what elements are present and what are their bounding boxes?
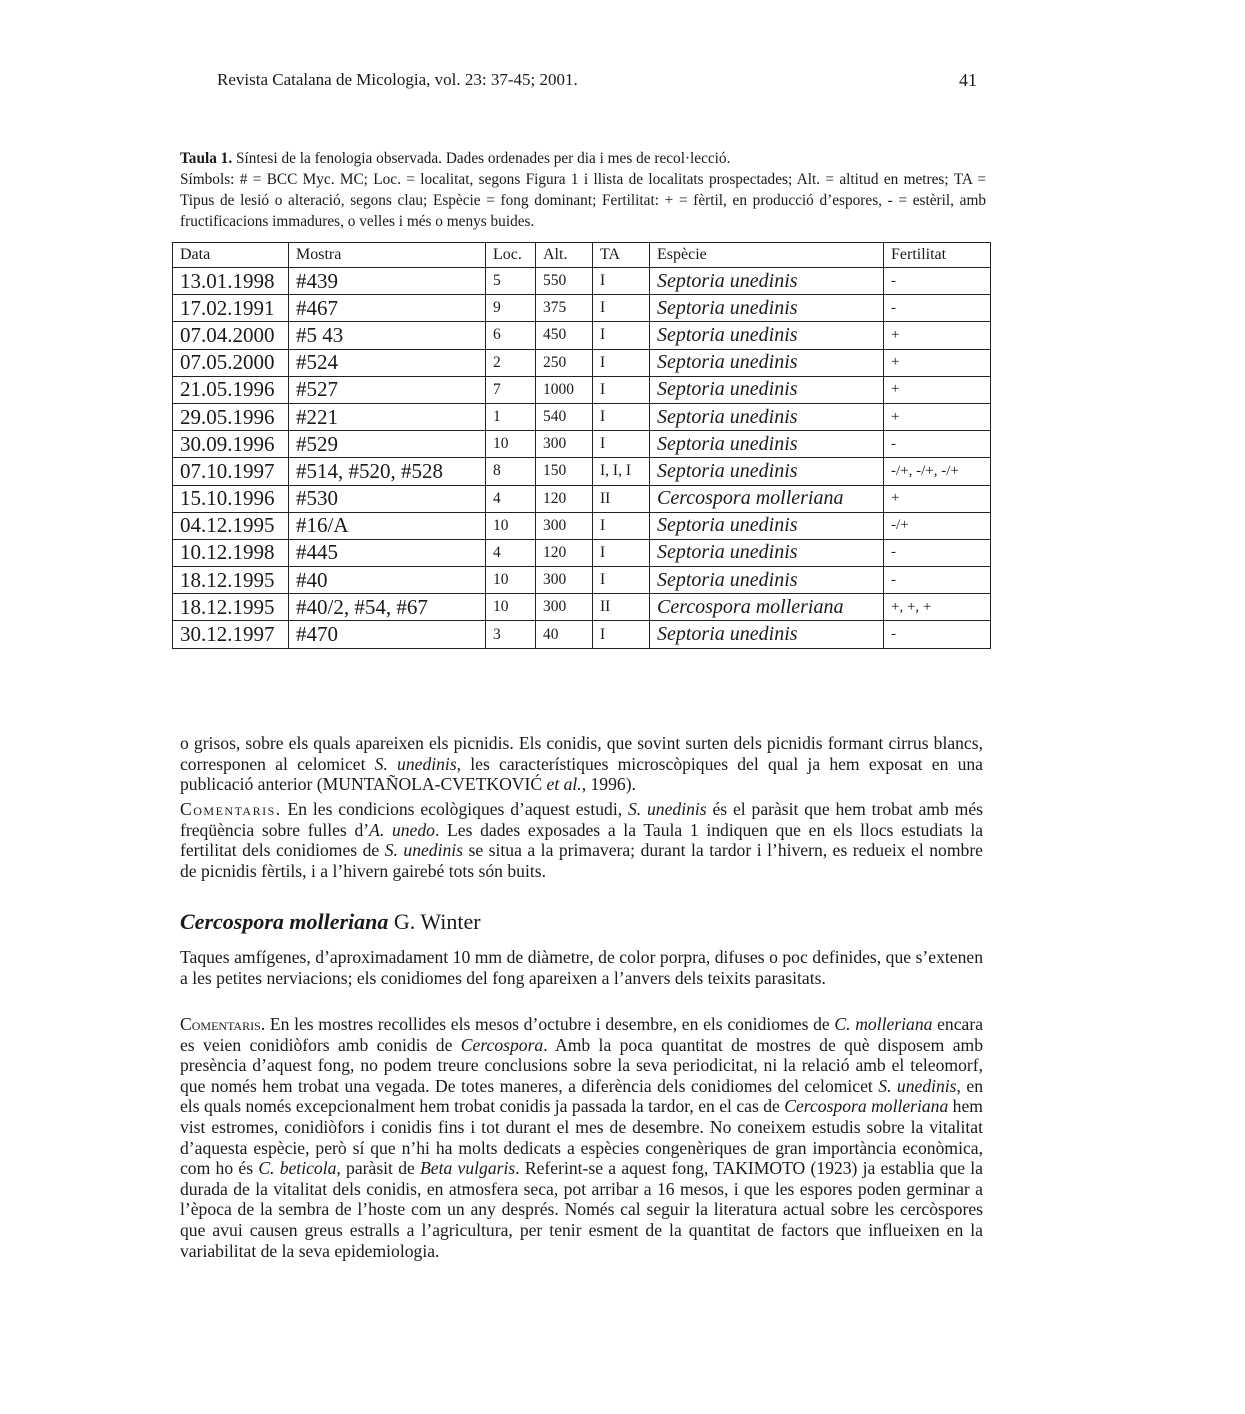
caption-title	[180, 148, 986, 169]
table-row	[173, 458, 991, 485]
cell-species: Septoria unedinis	[650, 539, 884, 566]
table-row	[173, 403, 991, 430]
cell-loc: 10	[486, 567, 536, 594]
cell-date: 17.02.1991	[173, 295, 289, 322]
cell-fertility: -/+, -/+, -/+	[884, 458, 991, 485]
table-row	[173, 539, 991, 566]
cell-mostra: #527	[289, 376, 486, 403]
section-heading	[180, 909, 481, 935]
cell-date: 18.12.1995	[173, 594, 289, 621]
comments-label: Comentaris.	[180, 799, 282, 819]
cell-fertility: +	[884, 485, 991, 512]
cell-ta: I	[593, 539, 650, 566]
cell-ta: I	[593, 403, 650, 430]
header-loc: Loc.	[486, 243, 536, 268]
table-row	[173, 322, 991, 349]
cell-alt: 120	[536, 539, 593, 566]
cell-mostra: #5 43	[289, 322, 486, 349]
cell-loc: 9	[486, 295, 536, 322]
comments-label-2: Comentaris.	[180, 1014, 266, 1034]
cell-date: 29.05.1996	[173, 403, 289, 430]
cell-mostra: #40/2, #54, #67	[289, 594, 486, 621]
cell-fertility: -/+	[884, 512, 991, 539]
cell-fertility: -	[884, 567, 991, 594]
cell-species: Septoria unedinis	[650, 268, 884, 295]
cell-ta: I, I, I	[593, 458, 650, 485]
cell-species: Septoria unedinis	[650, 431, 884, 458]
table-row	[173, 349, 991, 376]
table-row	[173, 621, 991, 648]
section-species: Cercospora molleriana	[180, 909, 389, 934]
cell-species: Septoria unedinis	[650, 295, 884, 322]
cell-mostra: #445	[289, 539, 486, 566]
cell-fertility: -	[884, 295, 991, 322]
cell-ta: I	[593, 322, 650, 349]
caption-label: Taula 1.	[180, 150, 233, 167]
cell-mostra: #524	[289, 349, 486, 376]
cell-alt: 150	[536, 458, 593, 485]
paragraph-comments-septoria: Comentaris. En les condicions ecològiques d’aquest estudi, S. unedinis és el paràsit que hem trobat amb més freqüència sobre fulles d’A. unedo. Les dades exposades a la Taula 1 indiquen que en els llocs estudiats la fertilitat dels conidiomes de S. unedinis se situa a la primavera; durant la tardor i l’hivern, es redueix el nombre de picnidis fèrtils, i a l’hivern gairebé tots són buits.	[180, 799, 984, 881]
cell-date: 21.05.1996	[173, 376, 289, 403]
cell-date: 30.12.1997	[173, 621, 289, 648]
cell-species: Septoria unedinis	[650, 567, 884, 594]
cell-fertility: +	[884, 322, 991, 349]
cell-ta: I	[593, 621, 650, 648]
cell-date: 04.12.1995	[173, 512, 289, 539]
cell-date: 18.12.1995	[173, 567, 289, 594]
table-body	[173, 268, 991, 649]
cell-ta: I	[593, 349, 650, 376]
cell-alt: 450	[536, 322, 593, 349]
cell-date: 15.10.1996	[173, 485, 289, 512]
table-row	[173, 594, 991, 621]
table-row	[173, 376, 991, 403]
cell-alt: 300	[536, 512, 593, 539]
cell-loc: 4	[486, 485, 536, 512]
table-row	[173, 512, 991, 539]
cell-alt: 1000	[536, 376, 593, 403]
cell-alt: 250	[536, 349, 593, 376]
cell-fertility: -	[884, 431, 991, 458]
cell-date: 13.01.1998	[173, 268, 289, 295]
cell-species: Cercospora molleriana	[650, 594, 884, 621]
cell-species: Septoria unedinis	[650, 349, 884, 376]
cell-fertility: -	[884, 539, 991, 566]
cell-fertility: +	[884, 349, 991, 376]
phenology-table	[172, 242, 991, 649]
cell-loc: 6	[486, 322, 536, 349]
cell-loc: 10	[486, 512, 536, 539]
cell-alt: 300	[536, 431, 593, 458]
paragraph-continuation: o grisos, sobre els quals apareixen els picnidis. Els conidis, que sovint surten dels picnidis formant cirrus blancs, corresponen al celomicet S. unedinis, les característiques microscòpiques del qual ja hem exposat en una publicació anterior (MUNTAÑOLA-CVETKOVIĆ et al., 1996).	[180, 733, 983, 795]
cell-mostra: #530	[289, 485, 486, 512]
cell-date: 30.09.1996	[173, 431, 289, 458]
header-mostra: Mostra	[289, 243, 486, 268]
cell-ta: I	[593, 431, 650, 458]
cell-mostra: #470	[289, 621, 486, 648]
cell-ta: I	[593, 376, 650, 403]
cell-loc: 1	[486, 403, 536, 430]
table-row	[173, 268, 991, 295]
cell-ta: I	[593, 512, 650, 539]
cell-alt: 550	[536, 268, 593, 295]
cell-alt: 375	[536, 295, 593, 322]
header-fertility: Fertilitat	[884, 243, 991, 268]
cell-fertility: +, +, +	[884, 594, 991, 621]
cell-loc: 5	[486, 268, 536, 295]
cell-loc: 10	[486, 431, 536, 458]
header-species: Espècie	[650, 243, 884, 268]
cell-alt: 540	[536, 403, 593, 430]
table-row	[173, 485, 991, 512]
cell-alt: 300	[536, 567, 593, 594]
cell-alt: 40	[536, 621, 593, 648]
cell-ta: II	[593, 594, 650, 621]
cell-loc: 4	[486, 539, 536, 566]
page-number: 41	[959, 70, 977, 90]
cell-fertility: +	[884, 376, 991, 403]
cell-mostra: #529	[289, 431, 486, 458]
cell-loc: 8	[486, 458, 536, 485]
cell-species: Septoria unedinis	[650, 403, 884, 430]
caption-title-text: Síntesi de la fenologia observada. Dades ordenades per dia i mes de recol·lecció.	[235, 150, 731, 167]
cell-ta: II	[593, 485, 650, 512]
header-ta: TA	[593, 243, 650, 268]
header-alt: Alt.	[536, 243, 593, 268]
cell-date: 07.04.2000	[173, 322, 289, 349]
cell-ta: I	[593, 295, 650, 322]
cell-loc: 7	[486, 376, 536, 403]
table-row	[173, 295, 991, 322]
cell-fertility: +	[884, 403, 991, 430]
journal-citation: Revista Catalana de Micologia, vol. 23: 37-45; 2001.	[217, 70, 578, 89]
paragraph-description: Taques amfígenes, d’aproximadament 10 mm de diàmetre, de color porpra, difuses o poc definides, que s’extenen a les petites nerviacions; els conidiomes del fong apareixen a l’anvers dels teixits parasitats.	[180, 947, 983, 988]
cell-fertility: -	[884, 621, 991, 648]
cell-fertility: -	[884, 268, 991, 295]
cell-mostra: #514, #520, #528	[289, 458, 486, 485]
cell-ta: I	[593, 567, 650, 594]
section-author: G. Winter	[388, 909, 481, 934]
caption-symbols: Símbols: # = BCC Myc. MC; Loc. = localitat, segons Figura 1 i llista de localitats prospectades; Alt. = altitud en metres; TA = Tipus de lesió o alteració, segons clau; Espècie = fong dominant; Fertilitat: + = fèrtil, en producció d’espores, - = estèril, amb fructificacions immadures, o velles i més o menys buides.	[180, 171, 986, 230]
table-row	[173, 567, 991, 594]
cell-loc: 10	[486, 594, 536, 621]
cell-species: Septoria unedinis	[650, 322, 884, 349]
table-header-row	[173, 243, 991, 268]
table-caption	[180, 148, 986, 232]
cell-mostra: #439	[289, 268, 486, 295]
paragraph-comments-cercospora: Comentaris. En les mostres recollides els mesos d’octubre i desembre, en els conidiomes de C. molleriana encara es veien conidiòfors amb conidis de Cercospora. Amb la poca quantitat de mostres de què disposem amb presència d’aquest fong, no podem treure conclusions sobre la seva periodicitat, ni la relació amb el teleomorf, que només hem trobat una vegada. De totes maneres, a diferència dels conidiomes del celomicet S. unedinis, en els quals només excepcionalment hem trobat conidis ja passada la tardor, en el cas de Cercospora molleriana hem vist estromes, conidiòfors i conidis fins i tot durant el mes de desembre. No coneixem estudis sobre la vitalitat d’aquesta espècie, però sí que n’hi ha molts dedicats a espècies congenèriques de gran importància econòmica, com ho és C. beticola, paràsit de Beta vulgaris. Referint-se a aquest fong, TAKIMOTO (1923) ja establia que la durada de la vitalitat dels conidis, en atmosfera seca, pot arribar a 16 mesos, i que les espores poden germinar a l’època de la sembra de l’hoste com un any després. Només cal seguir la literatura actual sobre les cercòspores que avui causen greus estralls a l’agricultura, per tenir esment de la quantitat de factors que influeixen en la variabilitat de la seva epidemiologia.	[180, 1014, 984, 1261]
cell-alt: 120	[536, 485, 593, 512]
cell-mostra: #40	[289, 567, 486, 594]
cell-species: Septoria unedinis	[650, 512, 884, 539]
cell-date: 10.12.1998	[173, 539, 289, 566]
cell-mostra: #467	[289, 295, 486, 322]
cell-date: 07.05.2000	[173, 349, 289, 376]
cell-species: Septoria unedinis	[650, 621, 884, 648]
cell-species: Septoria unedinis	[650, 376, 884, 403]
cell-mostra: #221	[289, 403, 486, 430]
table-row	[173, 431, 991, 458]
cell-alt: 300	[536, 594, 593, 621]
cell-ta: I	[593, 268, 650, 295]
cell-species: Septoria unedinis	[650, 458, 884, 485]
cell-date: 07.10.1997	[173, 458, 289, 485]
cell-mostra: #16/A	[289, 512, 486, 539]
cell-loc: 3	[486, 621, 536, 648]
cell-species: Cercospora molleriana	[650, 485, 884, 512]
cell-loc: 2	[486, 349, 536, 376]
header-date: Data	[173, 243, 289, 268]
